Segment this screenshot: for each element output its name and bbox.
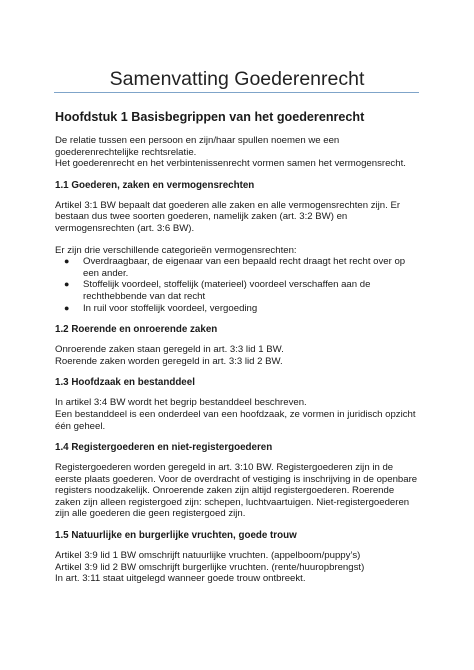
list-item-text: In ruil voor stoffelijk voordeel, vergoeding: [83, 302, 258, 314]
section-heading: 1.5 Natuurlijke en burgerlijke vruchten, goede trouw: [55, 530, 297, 542]
chapter-heading: Hoofdstuk 1 Basisbegrippen van het goederenrecht: [55, 110, 365, 124]
intro-paragraph: [55, 135, 420, 170]
document-body: [55, 110, 420, 595]
intro-line: Het goederenrecht en het verbintenissenrecht vormen samen het vermogensrecht.: [55, 158, 406, 170]
section-line: In artikel 3:4 BW wordt het begrip bestanddeel beschreven.: [55, 397, 307, 409]
section-line: Onroerende zaken staan geregeld in art. 3:3 lid 1 BW.: [55, 344, 284, 356]
section-heading: 1.4 Registergoederen en niet-registergoederen: [55, 442, 273, 454]
section-line: Roerende zaken worden geregeld in art. 3:3 lid 2 BW.: [55, 355, 283, 367]
section-line: Artikel 3:9 lid 2 BW omschrijft burgerlijke vruchten. (rente/huuropbrengst): [55, 561, 365, 573]
title-underline-divider: [54, 92, 419, 93]
list-item: [64, 256, 420, 279]
section-paragraph: Registergoederen worden geregeld in art. 3:10 BW. Registergoederen zijn in de eerste plaats goederen. Voor de overdracht of vestiging is inschrijving in de openbare registers noodzakelijk. Onroerende zaken zijn altijd registergoederen. Roerende zaken zijn alleen registergoed zijn: schepen, luchtvaartuigen. Niet-registergoederen zijn alle goederen die geen registergoed zijn.: [55, 462, 418, 520]
bullet-icon: ●: [64, 302, 70, 313]
bullet-icon: ●: [64, 256, 70, 267]
bullet-icon: ●: [64, 279, 70, 290]
section-paragraph: [55, 550, 420, 585]
list-item-text: Stoffelijk voordeel, stoffelijk (materieel) voordeel verschaffen aan de rechthebbende van dat recht: [83, 279, 371, 302]
section-paragraph: [55, 397, 420, 432]
document-title: Samenvatting Goederenrecht: [109, 68, 365, 90]
section-paragraph: Er zijn drie verschillende categorieën vermogensrechten:: [55, 244, 297, 256]
section-line: Een bestanddeel is een onderdeel van een hoofdzaak, ze vormen in juridisch opzicht één geheel.: [55, 408, 416, 432]
list-item: [64, 302, 420, 315]
section-heading: 1.2 Roerende en onroerende zaken: [55, 324, 218, 336]
section-line: In art. 3:11 staat uitgelegd wanneer goede trouw ontbreekt.: [55, 573, 306, 585]
section-paragraph: [55, 344, 420, 367]
bullet-list: [55, 256, 420, 314]
section-heading: 1.1 Goederen, zaken en vermogensrechten: [55, 179, 255, 191]
section-paragraph: Artikel 3:1 BW bepaalt dat goederen alle zaken en alle vermogensrechten zijn. Er bestaan dus twee soorten goederen, namelijk zaken (art. 3:2 BW) en vermogensrechten (art. 3:6 BW).: [55, 199, 401, 234]
list-item-text: Overdraagbaar, de eigenaar van een bepaald recht draagt het recht over op een ander.: [83, 256, 406, 279]
intro-line: De relatie tussen een persoon en zijn/haar spullen noemen we een goederenrechtelijke rechtsrelatie.: [55, 135, 340, 158]
section-line: Artikel 3:9 lid 1 BW omschrijft natuurlijke vruchten. (appelboom/puppy’s): [55, 550, 361, 562]
list-item: [64, 279, 420, 302]
section-heading: 1.3 Hoofdzaak en bestanddeel: [55, 377, 195, 389]
